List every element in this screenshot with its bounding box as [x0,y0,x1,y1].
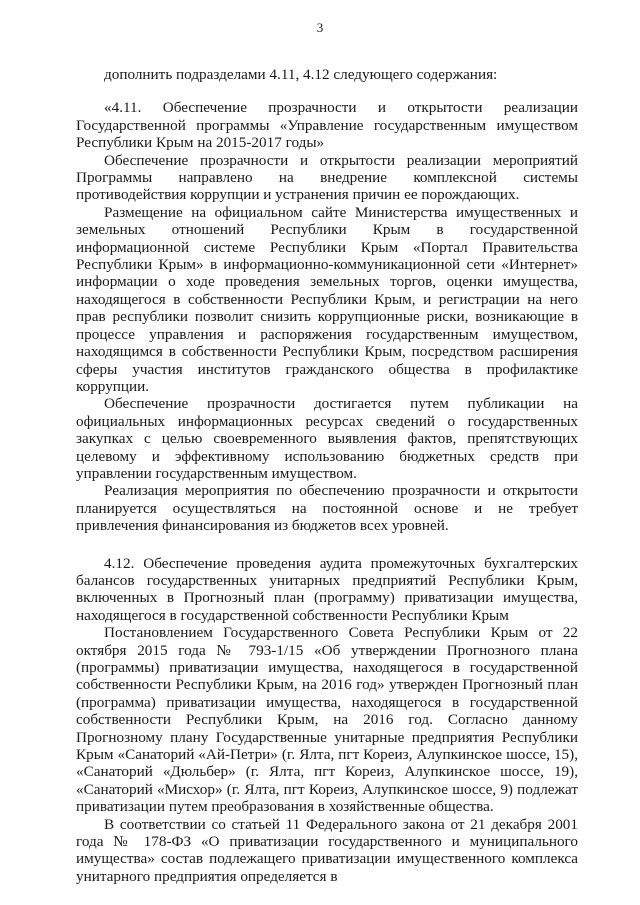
section-4-12-paragraph-2: В соответствии со статьей 11 Федерального закона от 21 декабря 2001 года № 178-ФЗ «О приватизации государственного и муниципального имущества» состав подлежащего приватизации имущественного комплекса унитарного предприятия определяется в [76,815,578,885]
document-body [76,66,578,885]
intro-paragraph: дополнить подразделами 4.11, 4.12 следующего содержания: [104,66,498,83]
page-number: 3 [316,20,324,35]
section-4-11-paragraph-2: Размещение на официальном сайте Министерства имущественных и земельных отношений Республики Крым в государственной информационной системе Республики Крым «Портал Правительства Республики Крым» в информационно-коммуникационной сети «Интернет» информации о ходе проведения земельных торгов, оценки имущества, находящегося в собственности Республики Крым, и регистрации на него прав республики позволит снизить коррупционные риски, возникающие в процессе управления и распоряжения государственным имуществом, находящимся в собственности Республики Крым, посредством расширения сферы участия институтов гражданского общества в профилактике коррупции. [76,203,578,395]
section-4-12-heading: 4.12. Обеспечение проведения аудита промежуточных бухгалтерских балансов государственных унитарных предприятий Республики Крым, включенных в Прогнозный план (программу) приватизации имущества, находящегося в государственной собственности Республики Крым [76,554,578,624]
section-4-11-heading: «4.11. Обеспечение прозрачности и открытости реализации Государственной программы «Управление государственным имуществом Республики Крым на 2015-2017 годы» [76,99,578,152]
section-4-11-paragraph-4: Реализация мероприятия по обеспечению прозрачности и открытости планируется осуществляться на постоянной основе и не требует привлечения финансирования из бюджетов всех уровней. [76,482,578,535]
section-4-11-paragraph-3: Обеспечение прозрачности достигается путем публикации на официальных информационных ресурсах сведений о государственных закупках с целью своевременного выявления фактов, препятствующих целевому и эффективному использованию бюджетных средств при управлении государственным имуществом. [76,395,578,482]
section-4-11-paragraph-1: Обеспечение прозрачности и открытости реализации мероприятий Программы направлено на внедрение комплексной системы противодействия коррупции и устранения причин ее порождающих. [76,151,578,204]
section-4-12-paragraph-1: Постановлением Государственного Совета Республики Крым от 22 октября 2015 года № 793-1/15 «Об утверждении Прогнозного плана (программы) приватизации имущества, находящегося в государственной собственности Республики Крым, на 2016 год» утвержден Прогнозный план (программа) приватизации имущества, находящегося в государственной собственности Республики Крым, на 2016 год. Согласно данному Прогнозному плану Государственные унитарные предприятия Республики Крым «Санаторий «Ай-Петри» (г. Ялта, пгт Кореиз, Алупкинское шоссе, 15), «Санаторий «Дюльбер» (г. Ялта, пгт Кореиз, Алупкинское шоссе, 19), «Санаторий «Мисхор» (г. Ялта, пгт Кореиз, Алупкинское шоссе, 9) подлежат приватизации путем преобразования в хозяйственные общества. [76,624,578,816]
